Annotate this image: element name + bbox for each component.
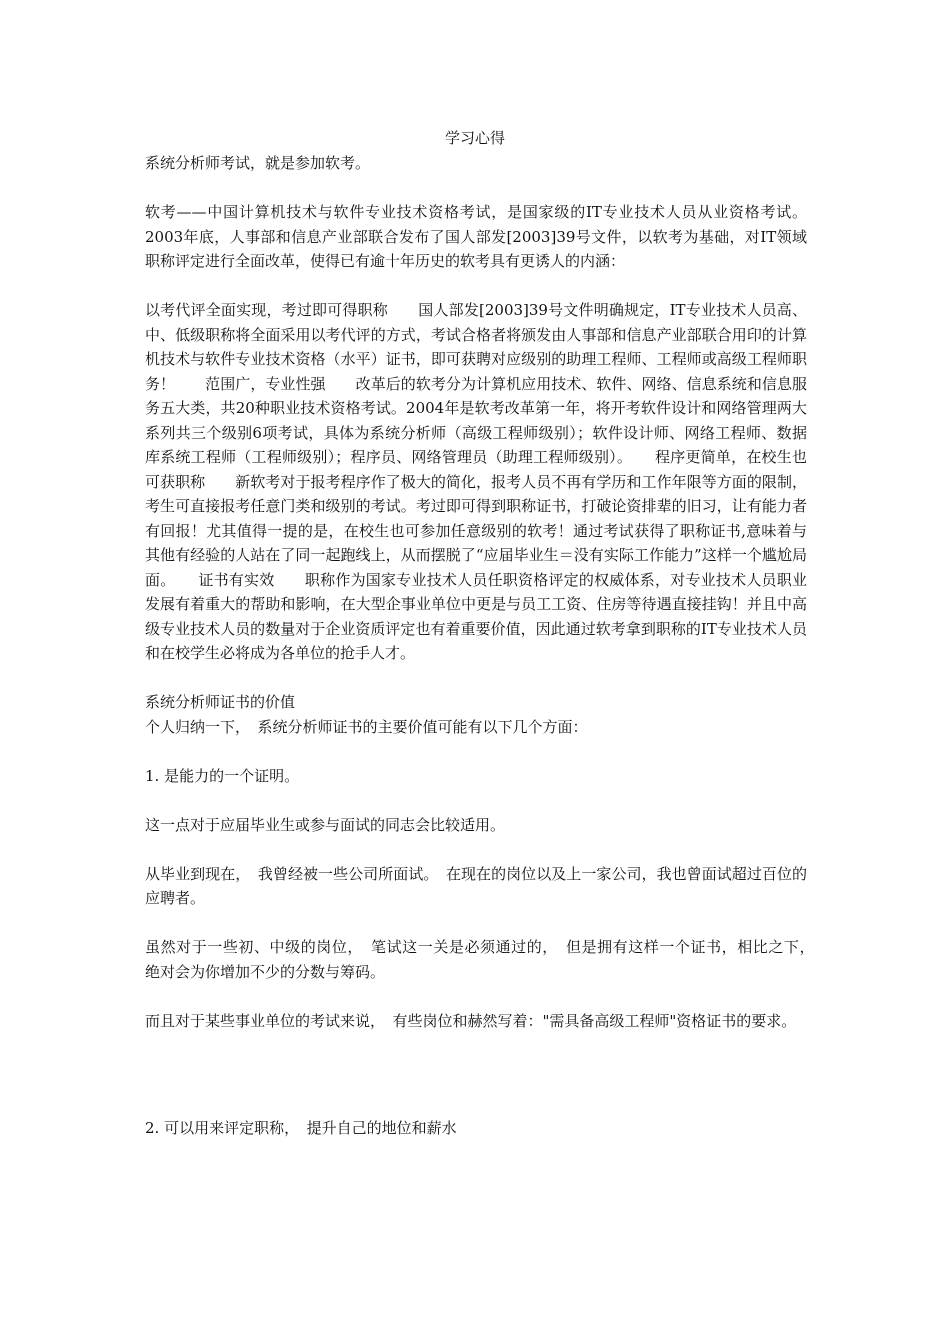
document-title: 学习心得: [444, 129, 505, 147]
ruankao-paragraph: 软考——中国计算机技术与软件专业技术资格考试，是国家级的IT专业技术人员从业资格考试。2003年底，人事部和信息产业部联合发布了国人部发[2003]39号文件，以软考为基础，对IT领域职称评定进行全面改革，使得已有逾十年历史的软考具有更诱人的内涵：: [145, 203, 807, 270]
value-heading: 系统分析师证书的价值: [145, 693, 296, 711]
paragraph-spacer: [145, 984, 807, 1009]
point1-paragraph-1: 这一点对于应届毕业生或参与面试的同志会比较适用。: [145, 815, 506, 834]
value-intro: 个人归纳一下， 系统分析师证书的主要价值可能有以下几个方面：: [145, 717, 588, 736]
point2-heading: 2. 可以用来评定职称， 提升自己的地位和薪水: [145, 1118, 457, 1137]
paragraph-spacer: [145, 837, 807, 862]
paragraph-spacer: [145, 1033, 807, 1091]
point1-heading: 1. 是能力的一个证明。: [145, 766, 300, 785]
point1-paragraph-4: 而且对于某些事业单位的考试来说， 有些岗位和赫然写着："需具备高级工程师"资格证书的要求。: [145, 1011, 797, 1030]
paragraph-spacer: [145, 666, 807, 691]
paragraph-spacer: [145, 911, 807, 936]
intro-paragraph: 系统分析师考试，就是参加软考。: [145, 154, 371, 172]
features-paragraph: 以考代评全面实现，考过即可得职称 国人部发[2003]39号文件明确规定，IT专业技术人员高、中、低级职称将全面采用以考代评的方式，考试合格者将颁发由人事部和信息产业部联合用印的计算机技术与软件专业技术资格（水平）证书，即可获聘对应级别的助理工程师、工程师或高级工程师职务！ 范围广，专业性强 改革后的软考分为计算机应用技术、软件、网络、信息系统和信息服务五大类，共20种职业技术资格考试。2004年是软考改革第一年，将开考软件设计和网络管理两大系列共三个级别6项考试，具体为系统分析师（高级工程师级别）；软件设计师、网络工程师、数据库系统工程师（工程师级别）；程序员、网络管理员（助理工程师级别）。 程序更简单，在校生也可获职称 新软考对于报考程序作了极大的简化，报考人员不再有学历和工作年限等方面的限制，考生可直接报考任意门类和级别的考试。考过即可得到职称证书，打破论资排辈的旧习，让有能力者有回报！尤其值得一提的是，在校生也可参加任意级别的软考！通过考试获得了职称证书,意味着与其他有经验的人站在了同一起跑线上，从而摆脱了“应届毕业生＝没有实际工作能力”这样一个尴尬局面。 证书有实效 职称作为国家专业技术人员任职资格评定的权威体系，对专业技术人员职业发展有着重大的帮助和影响，在大型企事业单位中更是与员工工资、住房等待遇直接挂钩！并且中高级专业技术人员的数量对于企业资质评定也有着重要价值，因此通过软考拿到职称的IT专业技术人员和在校学生必将成为各单位的抢手人才。: [145, 301, 807, 662]
document-body: [145, 151, 823, 1140]
paragraph-spacer: [145, 1091, 807, 1116]
paragraph-spacer: [145, 739, 807, 764]
paragraph-spacer: [145, 788, 807, 813]
paragraph-spacer: [145, 176, 807, 201]
paragraph-spacer: [145, 274, 807, 299]
point1-paragraph-3: 虽然对于一些初、中级的岗位， 笔试这一关是必须通过的， 但是拥有这样一个证书，相比之下， 绝对会为你增加不少的分数与筹码。: [145, 938, 823, 981]
point1-paragraph-2: 从毕业到现在， 我曾经被一些公司所面试。 在现在的岗位以及上一家公司，我也曾面试超过百位的应聘者。: [145, 864, 807, 907]
